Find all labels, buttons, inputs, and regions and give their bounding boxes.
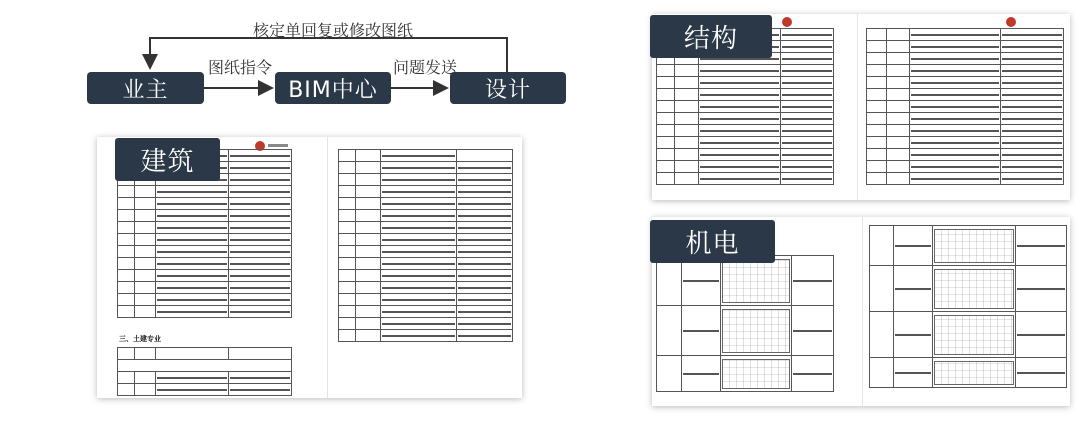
edge-label-bim-design: 问题发送 bbox=[393, 58, 458, 77]
structure-right-logo-icon bbox=[1006, 17, 1016, 27]
owner-box bbox=[87, 72, 204, 104]
bim-center-label: BIM中心 bbox=[288, 77, 378, 103]
structure-tag-label: 结构 bbox=[683, 24, 738, 54]
mep-drawing-5 bbox=[934, 269, 1014, 309]
architecture-table-right bbox=[338, 149, 513, 342]
bim-center-box bbox=[275, 72, 391, 104]
edge-label-loop: 核定单回复或修改图纸 bbox=[253, 21, 414, 40]
mep-drawing-2 bbox=[722, 309, 790, 353]
mep-drawing-7 bbox=[934, 361, 1014, 385]
architecture-tag-label: 建筑 bbox=[140, 147, 195, 177]
architecture-section-title: 三、土建专业 bbox=[119, 335, 161, 343]
mep-drawing-3 bbox=[722, 359, 790, 389]
mep-table-right bbox=[869, 225, 1067, 388]
architecture-table-bottom bbox=[117, 347, 292, 396]
design-label: 设计 bbox=[484, 77, 531, 103]
owner-label: 业主 bbox=[122, 77, 169, 103]
structure-tag bbox=[650, 15, 772, 58]
architecture-page-right bbox=[327, 137, 522, 398]
structure-logo-icon bbox=[782, 17, 792, 27]
structure-table-right bbox=[866, 28, 1064, 185]
mep-drawing-6 bbox=[934, 315, 1014, 355]
mep-drawing-1 bbox=[722, 259, 790, 303]
architecture-tag bbox=[115, 138, 220, 181]
mep-tag-label: 机电 bbox=[685, 229, 740, 259]
structure-page-right bbox=[857, 14, 1070, 200]
mep-tag bbox=[650, 220, 775, 263]
design-box bbox=[450, 72, 566, 104]
mep-table-left bbox=[656, 255, 834, 392]
company-logo-text bbox=[268, 144, 288, 147]
mep-drawing-4 bbox=[934, 229, 1014, 263]
mep-page-right bbox=[862, 217, 1070, 406]
edge-label-owner-bim: 图纸指令 bbox=[208, 58, 273, 77]
